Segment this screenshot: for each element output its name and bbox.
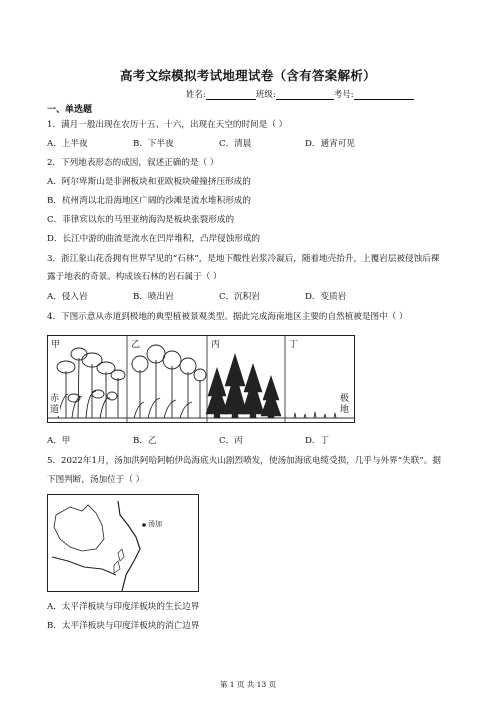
q4-option-b[interactable]: B．乙 [133,436,157,446]
q1-options [47,137,355,149]
q5-stem-line2: 下图判断，汤加位于（ ） [47,475,145,485]
tundra-grass [294,412,336,418]
q3-option-c[interactable]: C．沉积岩 [219,292,260,302]
conifer-trees [206,354,281,418]
tonga-marker [142,523,146,527]
q1-option-c[interactable]: C．清晨 [219,139,252,149]
q3-option-a[interactable]: A．侵入岩 [47,292,88,302]
new-zealand [114,549,124,573]
q3-option-d[interactable]: D．变质岩 [305,292,347,302]
q2-option-b[interactable]: B．杭州湾以北沿海地区广阔的沙滩是流水堆积形成的 [47,196,251,206]
q4-option-c[interactable]: C．丙 [219,436,243,446]
class-blank[interactable] [276,90,334,100]
q4-stem: 4．下图示意从赤道到极地的典型植被景观类型。据此完成海南地区主要的自然植被是图中（ ） [47,312,408,322]
page-footer: 第 1 页 共 13 页 [219,680,277,689]
vegetation-illustration [48,336,354,422]
q2-option-c[interactable]: C．菲律宾以东的马里亚纳海沟是板块张裂形成的 [47,215,235,225]
class-label: 班级: [255,90,276,100]
student-info-line [186,88,414,100]
section-heading: 一、单选题 [47,105,93,115]
q1-option-b[interactable]: B．下半夜 [133,139,174,149]
panel-label-yi: 乙 [131,340,141,350]
name-label: 姓名: [186,90,206,100]
q4-option-d[interactable]: D．丁 [305,436,330,446]
q2-option-a[interactable]: A．阿尔卑斯山是非洲板块和亚欧板块碰撞挤压形成的 [47,177,251,187]
q1-option-a[interactable]: A．上半夜 [47,139,88,149]
exam-no-blank[interactable] [354,90,414,100]
vegetation-figure [47,335,355,423]
q3-option-b[interactable]: B．喷出岩 [133,292,174,302]
panel-label-ding: 丁 [289,340,299,350]
q3-stem-line1: 3．浙江象山花岙拥有世界罕见的“石林”，是地下酸性岩浆冷凝后，随着地壳抬升，上覆岩层被侵蚀后裸 [47,254,440,264]
page-title: 高考文综模拟考试地理试卷（含有答案解析） [119,68,376,83]
q1-stem: 1．满月一般出现在农历十五、十六，出现在天空的时间是（ ） [47,120,288,130]
q3-options [47,290,346,302]
pole-label: 极地 [340,394,350,415]
q3-stem-line2: 露于地表的奇景。构成该石林的岩石属于（ ） [47,272,222,282]
q4-options [47,434,329,446]
q5-stem-line1: 5．2022年1月，汤加洪阿哈阿帕伊岛海底火山剧烈喷发，使汤加海底电缆受损，几乎与外界“失联”。据 [47,456,441,466]
australia-landmass [54,505,104,551]
q5-option-a[interactable]: A．太平洋板块与印度洋板块的生长边界 [47,602,200,612]
equator-label: 赤道 [50,394,60,415]
panel-label-bing: 丙 [211,340,221,350]
rainforest-trees [57,348,125,418]
q5-option-b[interactable]: B．太平洋板块与印度洋板块的消亡边界 [47,621,200,631]
q2-option-d[interactable]: D．长江中游的曲流是流水在凹岸堆积，凸岸侵蚀形成的 [47,234,261,244]
broadleaf-trees [132,345,206,418]
plate-map [47,494,199,592]
plate-boundary-map [48,495,198,591]
q1-option-d[interactable]: D．通宵可见 [305,139,355,149]
tonga-label: 汤加 [148,520,162,528]
q2-stem: 2．下列地表形态的成因，叙述正确的是（ ） [47,158,219,168]
panel-label-jia: 甲 [51,340,61,350]
q4-option-a[interactable]: A．甲 [47,436,71,446]
name-blank[interactable] [206,90,256,100]
secondary-boundary [52,557,116,575]
plate-boundary-line [118,501,140,591]
exam-no-label: 考号: [333,90,354,100]
